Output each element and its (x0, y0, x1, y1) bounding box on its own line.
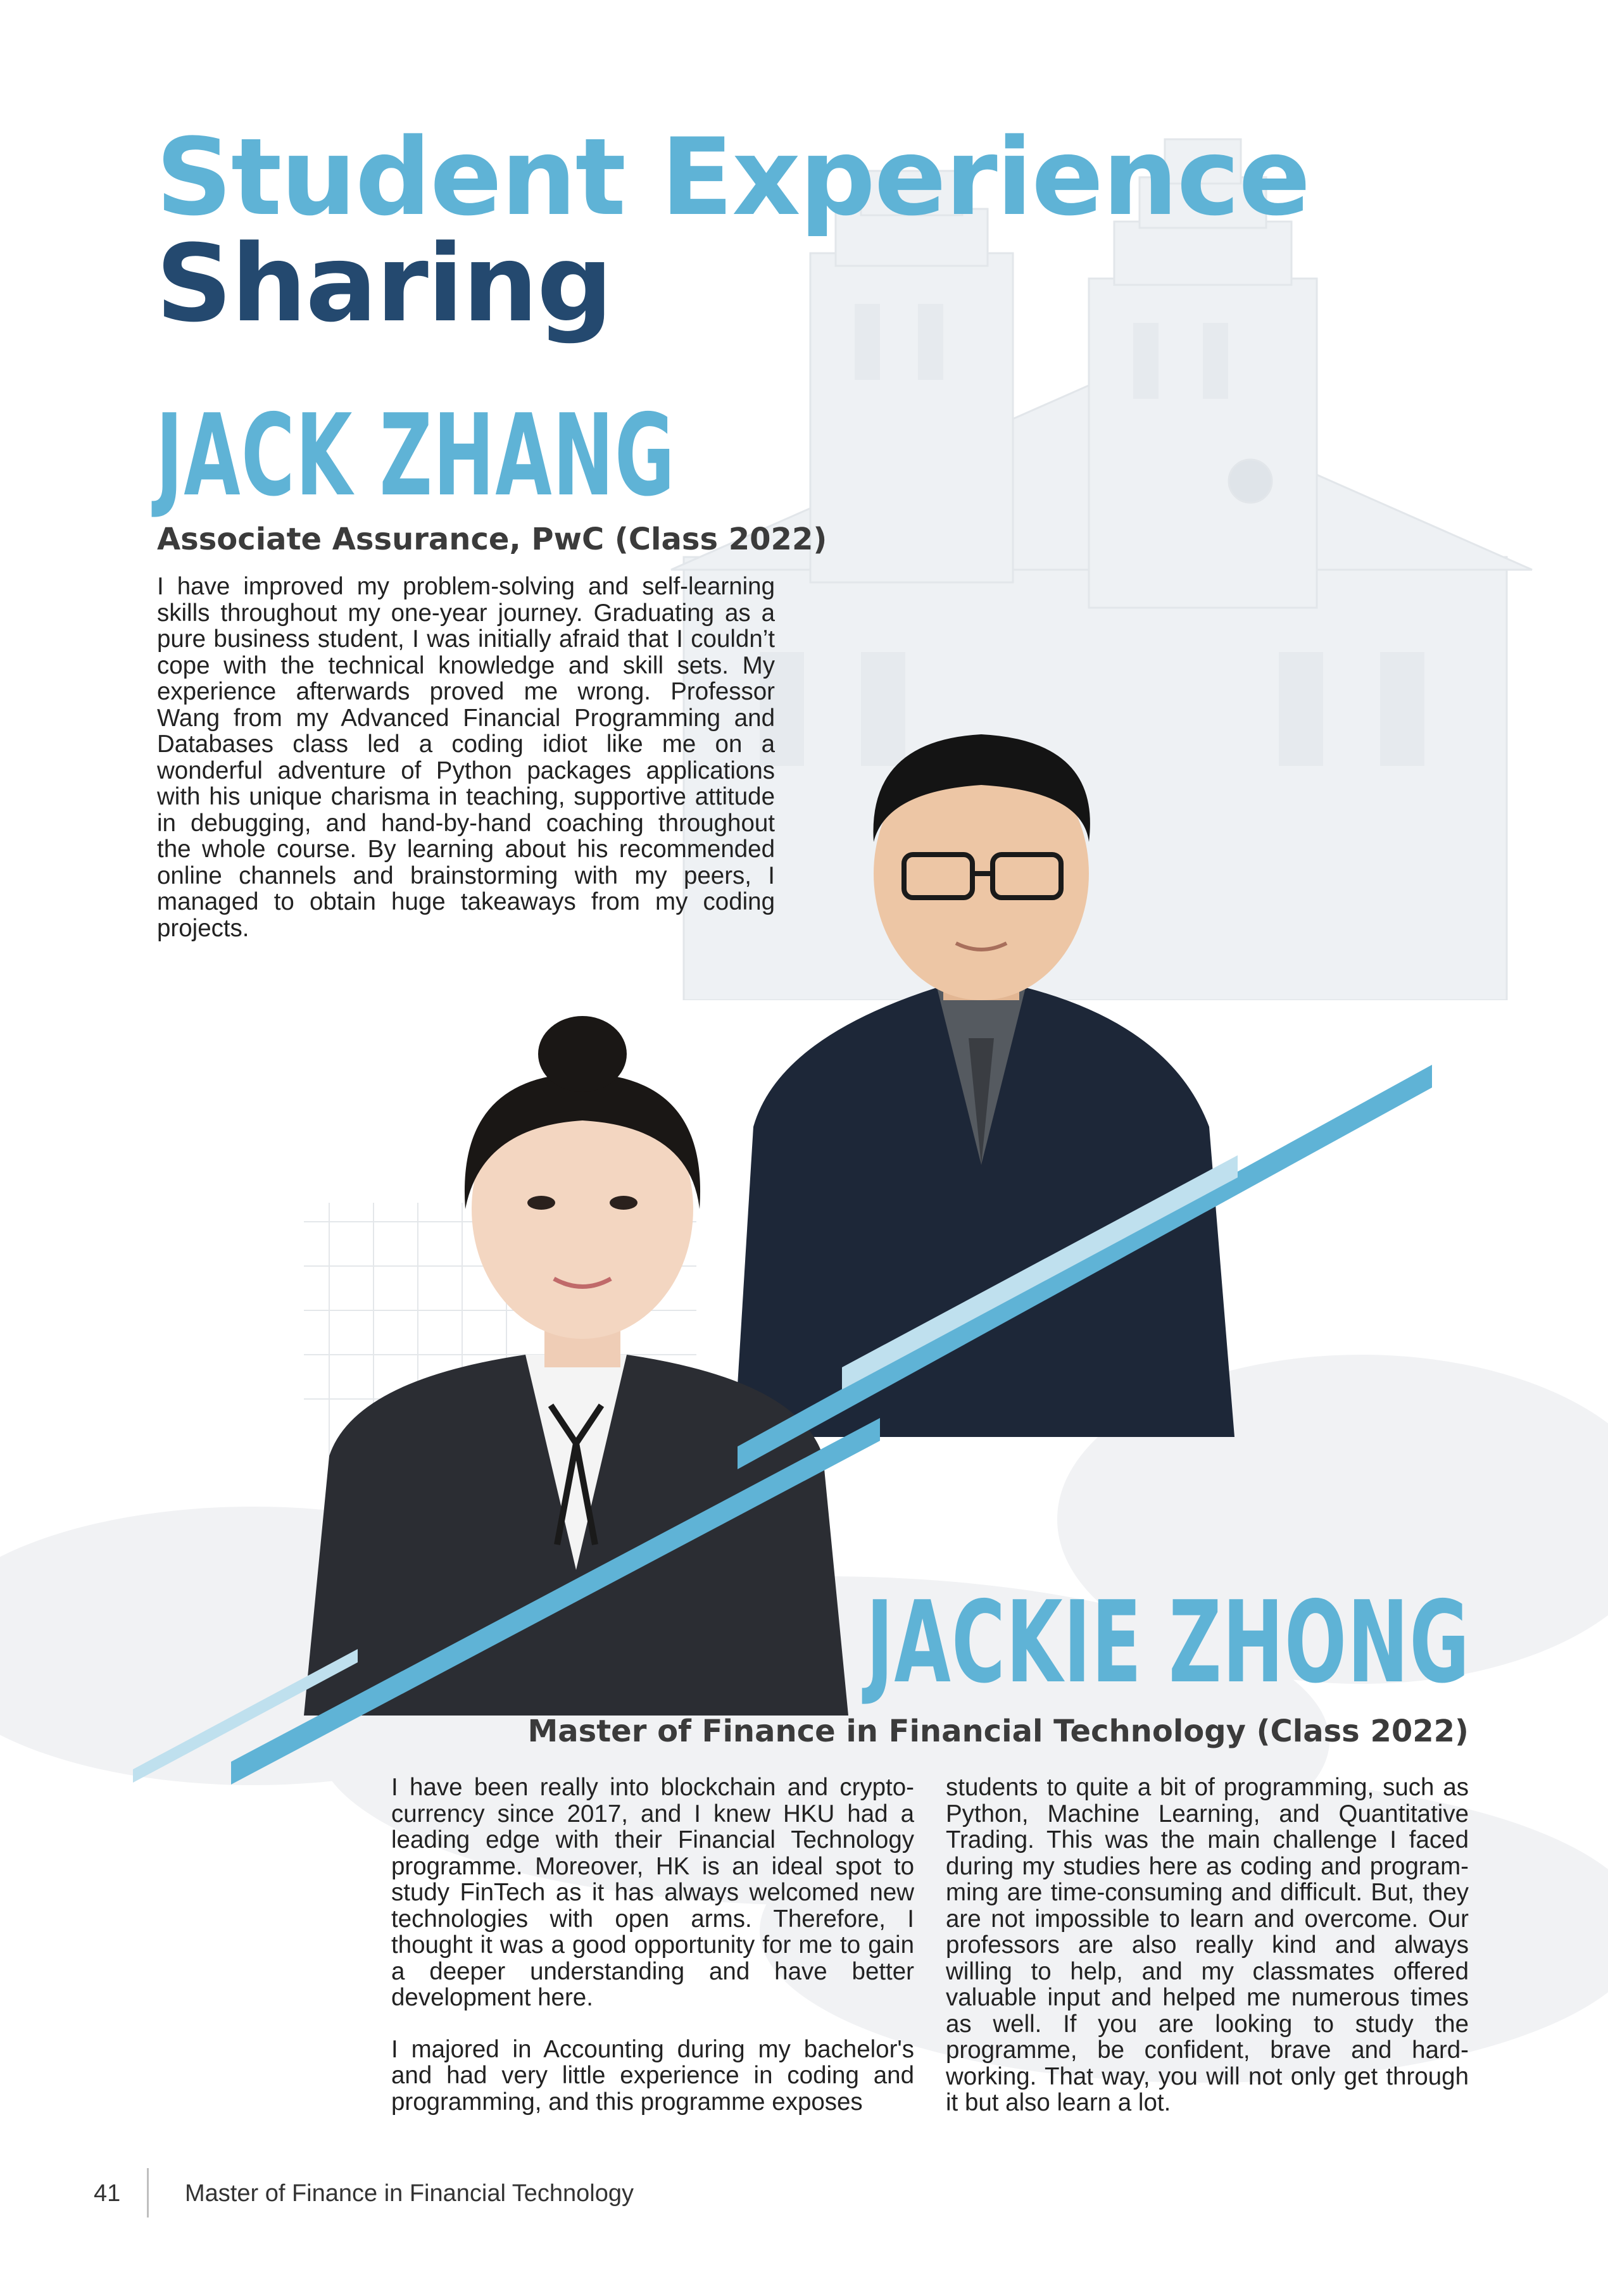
footer-programme-name: Master of Finance in Financial Technology (185, 2180, 634, 2207)
footer-divider (147, 2168, 149, 2218)
profile2-col2-paragraph1: students to quite a bit of programming, such as Python, Machine Learning, and Quantitative Trading. This was the main challenge I faced during my studies here as coding and program-ming are time-consuming and difficult. But, they are not impossible to learn and overcome. Our professors are also really kind and always willing to help, and my classmates offered valuable input and helped me numerous times as well. If you are looking to study the programme, be confident, brave and hard-working. That way, you will not only get through it but also learn a lot. (946, 1774, 1469, 2116)
profile2-role: Master of Finance in Financial Technology (Class 2022) (527, 1714, 1469, 1749)
profile1-role: Associate Assurance, PwC (Class 2022) (157, 522, 827, 557)
profile2-col1-paragraph2: I majored in Accounting during my bachelor's and had very little experience in coding and programming, and this programme exposes (391, 2035, 914, 2116)
page-number: 41 (94, 2180, 121, 2207)
profile2-column-1 (391, 1774, 914, 2115)
profile1-name: JACK ZHANG (156, 390, 676, 521)
page-title-line1: Student Experience (156, 115, 1310, 239)
page-title-line2: Sharing (156, 222, 612, 346)
profile1-text: I have improved my problem-solving and self-learning skills throughout my one-year journey. Graduating as a pure business student, I was initially afraid that I couldn’t cope with the technical knowledge and skill sets. My experience afterwards proved me wrong. Professor Wang from my Advanced Financial Programming and Databases class led a coding idiot like me on a wonderful adventure of Python packages applications with his unique charisma in teaching, supportive attitude in debugging, and hand-by-hand coaching throughout the whole course. By learning about his recommended online channels and brainstorming with my peers, I managed to obtain huge takeaways from my coding projects. (157, 573, 775, 942)
profile2-column-2 (946, 1774, 1469, 2116)
profile2-name: JACKIE ZHONG (865, 1577, 1470, 1708)
profile2-col1-paragraph1: I have been really into blockchain and crypto-currency since 2017, and I knew HKU had a leading edge with their Financial Technology programme. Moreover, HK is an ideal spot to study FinTech as it has always welcomed new technologies with open arms. Therefore, I thought it was a good opportunity for me to gain a deeper understanding and have better development here. (391, 1774, 914, 2011)
